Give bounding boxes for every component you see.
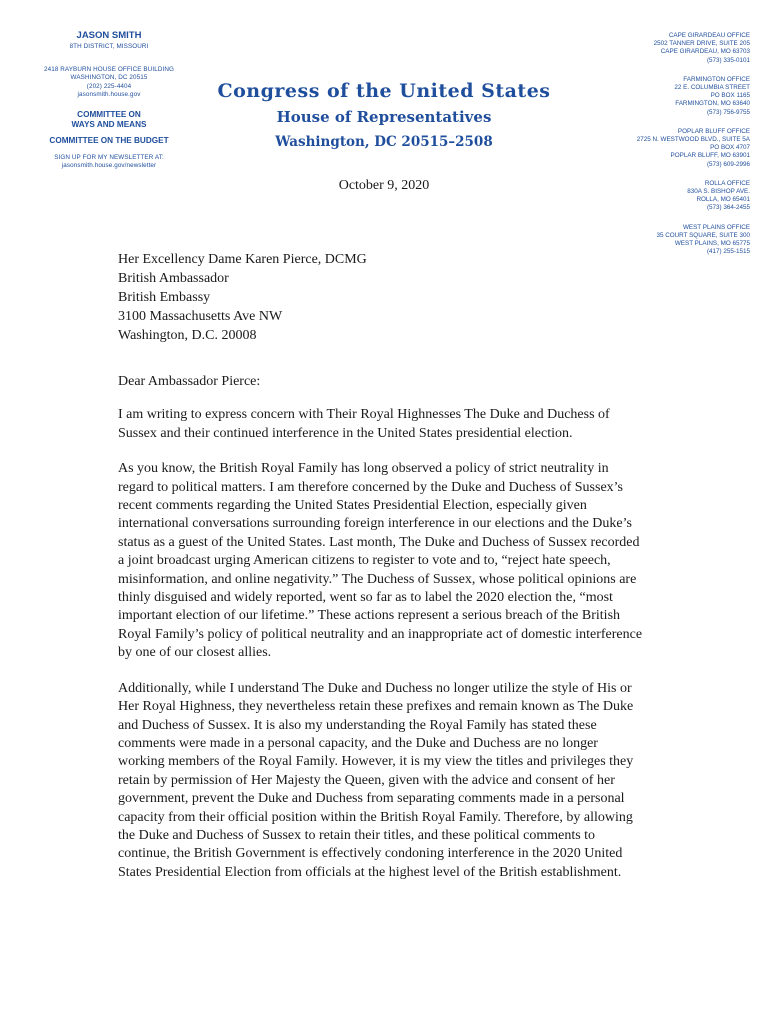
- office-line: WEST PLAINS, MO 65775: [674, 240, 750, 248]
- office-line: 22 E. COLUMBIA STREET: [674, 84, 750, 92]
- newsletter-link[interactable]: jasonsmith.house.gov/newsletter: [61, 162, 157, 169]
- dc-office-line: (202) 225-4404: [86, 82, 132, 90]
- recipient-line: Washington, D.C. 20008: [118, 328, 257, 343]
- newsletter-line: SIGN UP FOR MY NEWSLETTER AT:: [54, 153, 164, 161]
- office-line: ROLLA OFFICE: [704, 179, 750, 187]
- body-paragraph: Additionally, while I understand The Duke and Duchess no longer utilize the style of His or Her Royal Highness, they nevertheless retain these prefixes and remain known as The Duke and Duchess of Sussex. It is also my understanding the Royal Family has stated these comments were made in a personal capacity, and the Duke and Duchess are no longer working members of the Royal Family. However, it is my view the titles and privileges they retain by permission of Her Majesty the Queen, given with the advice and consent of her government, prevent the Duke and Duchess from separating comments made in a personal capacity from their official position within the British Royal Family. Therefore, by allowing the Duke and Duchess of Sussex to retain their titles, and these political comments to continue, the British Government is effectively condoning interference in the 2020 United States Presidential Election from officials at the highest level of the British establishment.: [118, 680, 634, 880]
- committees: [14, 110, 204, 146]
- member-district: 8TH DISTRICT, MISSOURI: [69, 43, 149, 50]
- office-line: CAPE GIRARDEAU, MO 63703: [660, 48, 750, 56]
- district-office: [560, 224, 750, 257]
- district-office: [560, 128, 750, 169]
- recipient-line: Her Excellency Dame Karen Pierce, DCMG: [118, 252, 367, 267]
- recipient-line: 3100 Massachusetts Ave NW: [118, 309, 283, 324]
- body-paragraph: As you know, the British Royal Family has long observed a policy of strict neutrality in regard to political matters. I am therefore concerned by the Duke and Duchess of Sussex’s recent comments regarding the United States Presidential Election, especially given international conversations surrounding foreign interference in our elections and the Duke’s status as a guest of the United States. Last month, The Duke and Duchess of Sussex recorded a joint broadcast urging American citizens to register to vote and to, “reject hate speech, misinformation, and online negativity.” The Duchess of Sussex, whose political opinions are thinly disguised and widely reported, went so far as to label the 2020 election the, “most important election of our lifetime.” These actions represent a serious breach of the British Royal Family’s policy of political neutrality and an inappropriate act of domestic interference by one of our closest allies.: [118, 461, 643, 661]
- district-office: [560, 180, 750, 213]
- district-office: [560, 32, 750, 65]
- office-line: 35 COURT SQUARE, SUITE 300: [656, 231, 750, 239]
- recipient-line: British Embassy: [118, 290, 211, 305]
- committee-line: WAYS AND MEANS: [71, 119, 147, 129]
- office-line: CAPE GIRARDEAU OFFICE: [668, 32, 750, 39]
- letterhead-address: Washington, DC 20515–2508: [275, 134, 493, 150]
- letterhead-congress: Congress of the United States: [217, 80, 551, 102]
- office-line: POPLAR BLUFF OFFICE: [677, 127, 750, 135]
- letter-body: [118, 373, 643, 899]
- office-line: (573) 609-2996: [706, 160, 750, 168]
- committee-line: COMMITTEE ON: [77, 109, 141, 119]
- office-line: 2502 TANNER DRIVE, SUITE 205: [653, 40, 750, 48]
- office-line: (417) 255-1515: [706, 248, 750, 256]
- office-line: 830A S. BISHOP AVE.: [687, 188, 750, 196]
- office-line: (573) 335-0101: [706, 56, 750, 64]
- salutation: Dear Ambassador Pierce:: [118, 374, 261, 389]
- office-line: PO BOX 1165: [710, 92, 750, 100]
- letterhead-house: House of Representatives: [276, 108, 492, 126]
- letterhead: [200, 80, 568, 150]
- newsletter: [14, 154, 204, 171]
- dc-office-line: 2418 RAYBURN HOUSE OFFICE BUILDING: [44, 65, 174, 73]
- office-line: FARMINGTON, MO 63640: [675, 100, 750, 108]
- office-line: 2725 N. WESTWOOD BLVD., SUITE 5A: [636, 136, 750, 144]
- dc-office: [14, 66, 204, 100]
- office-line: PO BOX 4707: [710, 144, 750, 152]
- recipient-address: [118, 250, 367, 345]
- body-paragraph: I am writing to express concern with Their Royal Highnesses The Duke and Duchess of Sussex and their continued interference in the United States presidential election.: [118, 407, 610, 441]
- office-line: POPLAR BLUFF, MO 63901: [670, 152, 750, 160]
- office-line: WEST PLAINS OFFICE: [682, 223, 750, 231]
- office-line: FARMINGTON OFFICE: [683, 75, 750, 83]
- member-info: [14, 30, 204, 171]
- office-line: ROLLA, MO 65401: [696, 196, 750, 204]
- office-line: (573) 756-9755: [706, 108, 750, 116]
- committee-line: COMMITTEE ON THE BUDGET: [49, 135, 169, 145]
- member-name: JASON SMITH: [76, 30, 142, 41]
- letter-date: October 9, 2020: [338, 178, 430, 193]
- district-office: [560, 76, 750, 117]
- dc-office-line: jasonsmith.house.gov: [77, 91, 141, 98]
- district-offices: [560, 32, 750, 267]
- office-line: (573) 364-2455: [706, 204, 750, 212]
- recipient-line: British Ambassador: [118, 271, 229, 286]
- dc-office-line: WASHINGTON, DC 20515: [70, 74, 148, 81]
